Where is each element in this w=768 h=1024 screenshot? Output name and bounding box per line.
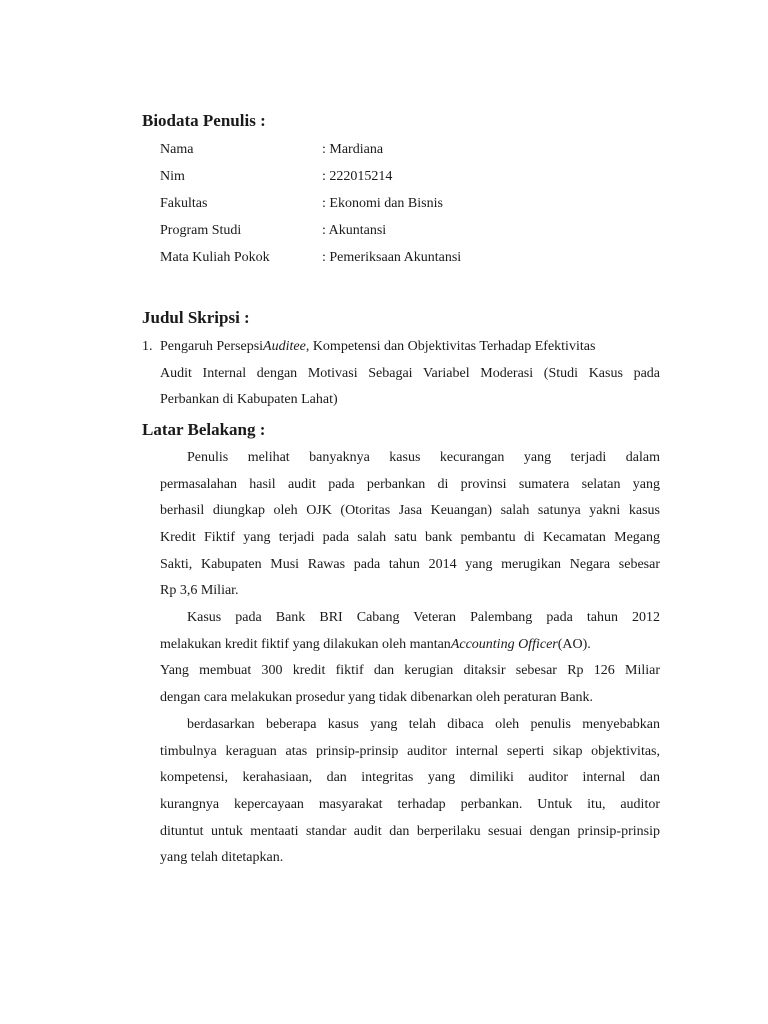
paragraph-line: yang telah ditetapkan.	[160, 850, 284, 866]
paragraph-line: berhasil diungkap oleh OJK (Otoritas Jasa Keuangan) salah satunya yakni kasus	[160, 503, 660, 519]
paragraph-line: timbulnya keraguan atas prinsip-prinsip auditor internal seperti sikap objektivitas,	[160, 743, 660, 759]
judul-heading: Judul Skripsi :	[142, 308, 250, 327]
biodata-label: Nim	[160, 169, 185, 184]
biodata-value: : Ekonomi dan Bisnis	[322, 196, 443, 211]
paragraph-line: permasalahan hasil audit pada perbankan di provinsi sumatera selatan yang	[160, 476, 660, 492]
paragraph-line: dituntut untuk mentaati standar audit dan berperilaku sesuai dengan prinsip-prinsip	[160, 823, 660, 839]
paragraph-line: Kasus pada Bank BRI Cabang Veteran Palembang pada tahun 2012	[187, 610, 660, 625]
judul-line: Perbankan di Kabupaten Lahat)	[160, 392, 338, 408]
biodata-label: Program Studi	[160, 223, 242, 238]
paragraph-line: berdasarkan beberapa kasus yang telah dibaca oleh penulis menyebabkan	[187, 717, 660, 732]
paragraph-line: Rp 3,6 Miliar.	[160, 583, 239, 599]
biodata-value: : Mardiana	[322, 142, 384, 157]
judul-line: Pengaruh PersepsiAuditee, Kompetensi dan Objektivitas Terhadap Efektivitas	[160, 339, 596, 354]
paragraph-line: melakukan kredit fiktif yang dilakukan oleh mantanAccounting Officer(AO).	[160, 636, 591, 652]
paragraph-line: dengan cara melakukan prosedur yang tidak dibenarkan oleh peraturan Bank.	[160, 690, 594, 706]
biodata-value: : Akuntansi	[322, 223, 387, 238]
biodata-label: Fakultas	[160, 196, 208, 211]
biodata-value: : Pemeriksaan Akuntansi	[322, 250, 462, 265]
paragraph-line: kurangnya kepercayaan masyarakat terhadap perbankan. Untuk itu, auditor	[160, 797, 660, 813]
paragraph-line: Kredit Fiktif yang terjadi pada salah satu bank pembantu di Kecamatan Megang	[160, 530, 660, 546]
paragraph-line: Yang membuat 300 kredit fiktif dan kerugian ditaksir sebesar Rp 126 Miliar	[160, 663, 660, 679]
latar-heading: Latar Belakang :	[142, 420, 266, 439]
paragraph-line: Penulis melihat banyaknya kasus kecurangan yang terjadi dalam	[187, 450, 660, 465]
latar-paragraph-3	[160, 712, 660, 872]
judul-text	[160, 334, 660, 414]
latar-paragraph-2	[160, 605, 660, 712]
biodata-label: Mata Kuliah Pokok	[160, 250, 270, 265]
biodata-value: : 222015214	[322, 169, 393, 184]
paragraph-line: kompetensi, kerahasiaan, dan integritas yang dimiliki auditor internal dan	[160, 770, 660, 786]
latar-paragraph-1	[160, 445, 660, 605]
biodata-label: Nama	[160, 142, 194, 157]
biodata-heading: Biodata Penulis :	[142, 111, 266, 130]
paragraph-line: Sakti, Kabupaten Musi Rawas pada tahun 2014 yang merugikan Negara sebesar	[160, 556, 660, 572]
judul-line: Audit Internal dengan Motivasi Sebagai Variabel Moderasi (Studi Kasus pada	[160, 365, 660, 381]
judul-list-number: 1.	[142, 339, 153, 354]
